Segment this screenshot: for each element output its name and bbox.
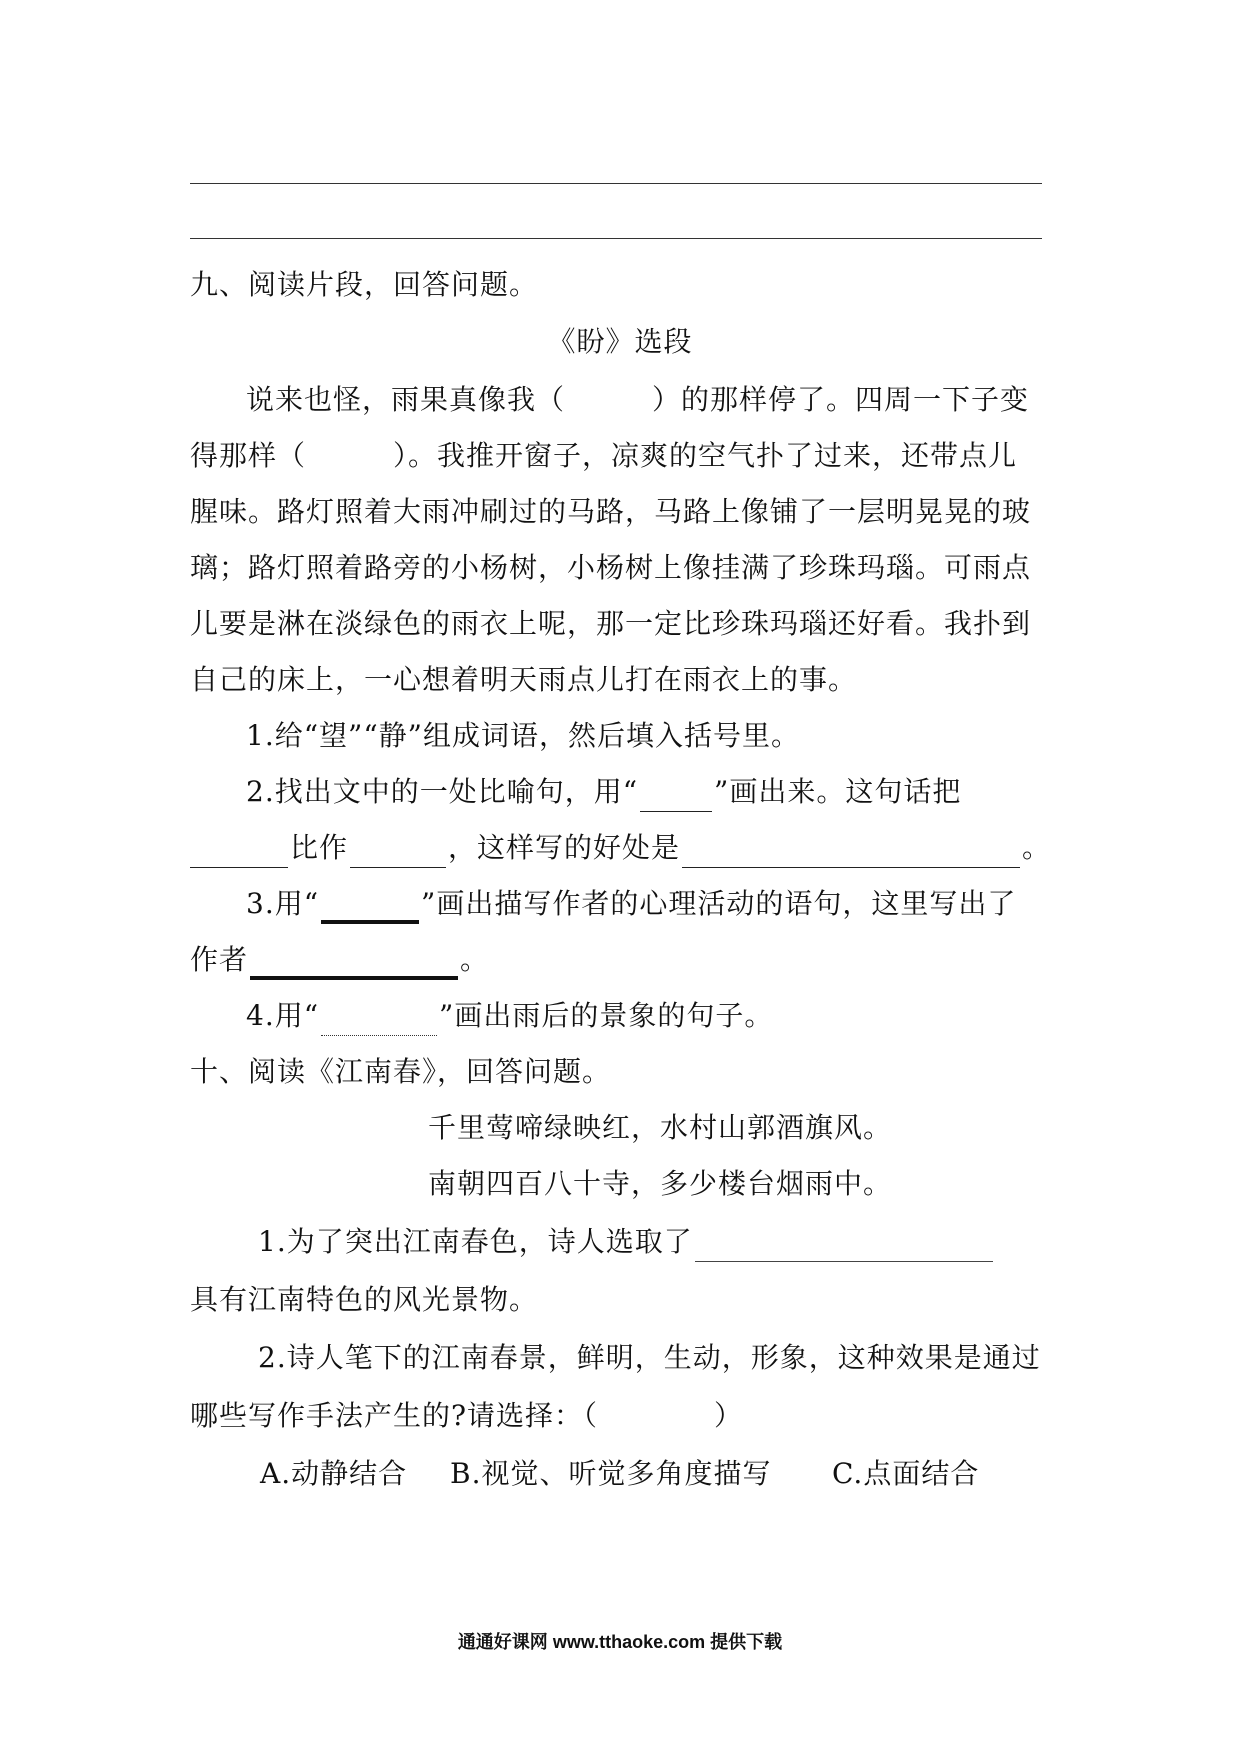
- q9-3-blank[interactable]: [250, 948, 458, 980]
- q9-2-text-c: 比作: [290, 831, 349, 864]
- question-9-3: [246, 884, 1016, 924]
- question-9-3-cont: [190, 940, 489, 980]
- section9-passage-title: 《盼》选段: [547, 325, 693, 358]
- q9-3-thick-underline-sample: [321, 892, 419, 924]
- question-9-2: [246, 772, 961, 812]
- question-10-2-cont: 哪些写作手法产生的?请选择：（ ）: [190, 1399, 744, 1432]
- answer-line-1: [190, 183, 1042, 184]
- q9-3-text-c: 作者: [190, 943, 249, 976]
- q9-2-underline-sample: [640, 783, 712, 812]
- q9-2-text-e: 。: [1022, 831, 1052, 864]
- q9-4-text-a: 4.用“: [246, 999, 320, 1032]
- question-9-4: [246, 996, 773, 1036]
- poem-line-2: 南朝四百八十寺，多少楼台烟雨中。: [428, 1167, 893, 1200]
- option-a[interactable]: A.动静结合: [260, 1457, 408, 1490]
- q9-2-text-b: ”画出来。这句话把: [714, 775, 962, 808]
- footer-download-note: 通通好课网 www.tthaoke.com 提供下载: [457, 1632, 783, 1652]
- q9-2-text-a: 2.找出文中的一处比喻句，用“: [246, 775, 639, 808]
- poem-line-1: 千里莺啼绿映红，水村山郭酒旗风。: [428, 1111, 893, 1144]
- q9-3-text-b: ”画出描写作者的心理活动的语句，这里写出了: [421, 887, 1017, 920]
- question-10-2: 2.诗人笔下的江南春景，鲜明，生动，形象，这种效果是通过: [258, 1341, 1041, 1374]
- passage-line-6: 自己的床上，一心想着明天雨点儿打在雨衣上的事。: [190, 663, 858, 696]
- q9-2-blank-2[interactable]: [350, 839, 446, 868]
- section10-heading: 十、阅读《江南春》，回答问题。: [190, 1055, 612, 1088]
- passage-line-3: 腥味。路灯照着大雨冲刷过的马路，马路上像铺了一层明晃晃的玻: [190, 495, 1032, 528]
- q9-4-text-b: ”画出雨后的景象的句子。: [439, 999, 774, 1032]
- passage-line-5: 儿要是淋在淡绿色的雨衣上呢，那一定比珍珠玛瑙还好看。我扑到: [190, 607, 1032, 640]
- q9-3-text-d: 。: [460, 943, 490, 976]
- passage-line-4: 璃；路灯照着路旁的小杨树，小杨树上像挂满了珍珠玛瑙。可雨点: [190, 551, 1032, 584]
- question-9-1: 1.给“望”“静”组成词语，然后填入括号里。: [246, 719, 800, 752]
- q9-4-dotted-underline-sample: [321, 1007, 437, 1036]
- q10-1-blank[interactable]: [695, 1233, 993, 1262]
- answer-line-2: [190, 238, 1042, 239]
- question-10-1-cont: 具有江南特色的风光景物。: [190, 1283, 539, 1316]
- question-9-2-cont: [190, 828, 1051, 868]
- option-b[interactable]: B.视觉、听觉多角度描写: [450, 1457, 772, 1490]
- section9-heading: 九、阅读片段，回答问题。: [190, 268, 539, 301]
- q10-1-text-a: 1.为了突出江南春色，诗人选取了: [258, 1225, 693, 1258]
- passage-line-1: 说来也怪，雨果真像我（ ）的那样停了。四周一下子变: [246, 383, 1030, 416]
- q9-3-text-a: 3.用“: [246, 887, 320, 920]
- q9-2-blank-1[interactable]: [190, 839, 288, 868]
- q9-2-text-d: ，这样写的好处是: [448, 831, 681, 864]
- question-10-1: [258, 1222, 995, 1262]
- q9-2-blank-3[interactable]: [682, 839, 1020, 868]
- passage-line-2: 得那样（ ）。我推开窗子，凉爽的空气扑了过来，还带点儿: [190, 439, 1018, 472]
- option-c[interactable]: C.点面结合: [832, 1457, 980, 1490]
